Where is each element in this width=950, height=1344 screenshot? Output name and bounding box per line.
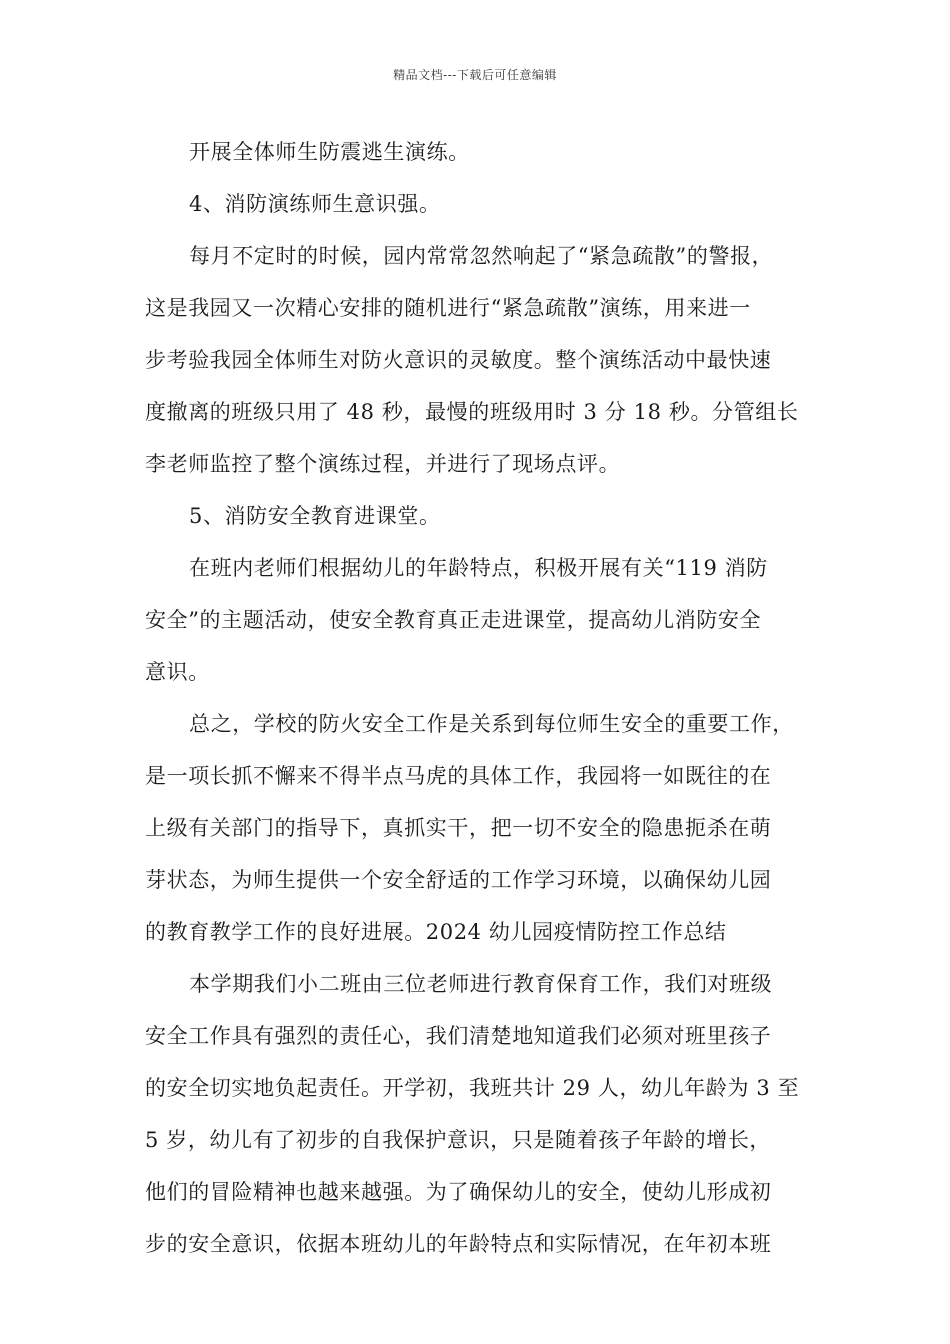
paragraph-line: 安全工作具有强烈的责任心，我们清楚地知道我们必须对班里孩子 [145, 1024, 772, 1048]
paragraph-line: 步的安全意识，依据本班幼儿的年龄特点和实际情况，在年初本班 [145, 1232, 772, 1256]
document-body [145, 134, 809, 1278]
paragraph-line: 4、消防演练师生意识强。 [189, 192, 441, 216]
paragraph-line: 5 岁，幼儿有了初步的自我保护意识，只是随着孩子年龄的增长， [145, 1128, 772, 1152]
paragraph-line: 安全”的主题活动，使安全教育真正走进课堂，提高幼儿消防安全 [145, 608, 762, 632]
paragraph-line: 度撤离的班级只用了 48 秒，最慢的班级用时 3 分 18 秒。分管组长 [145, 400, 799, 424]
paragraph-line: 每月不定时的时候，园内常常忽然响起了“紧急疏散”的警报， [189, 244, 774, 268]
paragraph-line: 的安全切实地负起责任。开学初，我班共计 29 人，幼儿年龄为 3 至 [145, 1076, 800, 1100]
paragraph-line: 是一项长抓不懈来不得半点马虎的具体工作，我园将一如既往的在 [145, 764, 772, 788]
paragraph-line: 意识。 [145, 660, 210, 684]
paragraph-line: 总之，学校的防火安全工作是关系到每位师生安全的重要工作， [189, 712, 794, 736]
paragraph-line: 5、消防安全教育进课堂。 [189, 504, 441, 528]
paragraph-line: 上级有关部门的指导下，真抓实干，把一切不安全的隐患扼杀在萌 [145, 816, 772, 840]
paragraph-line: 的教育教学工作的良好进展。2024 幼儿园疫情防控工作总结 [145, 920, 727, 944]
paragraph-line: 他们的冒险精神也越来越强。为了确保幼儿的安全，使幼儿形成初 [145, 1180, 772, 1204]
paragraph-line: 步考验我园全体师生对防火意识的灵敏度。整个演练活动中最快速 [145, 348, 772, 372]
paragraph-line: 李老师监控了整个演练过程，并进行了现场点评。 [145, 452, 621, 476]
paragraph-line: 芽状态，为师生提供一个安全舒适的工作学习环境，以确保幼儿园 [145, 868, 772, 892]
page-header: 精品文档---下载后可任意编辑 [393, 68, 557, 82]
paragraph-line: 这是我园又一次精心安排的随机进行“紧急疏散”演练，用来进一 [145, 296, 751, 320]
paragraph-line: 在班内老师们根据幼儿的年龄特点，积极开展有关“119 消防 [189, 556, 768, 580]
paragraph-line: 开展全体师生防震逃生演练。 [189, 140, 470, 164]
paragraph-line: 本学期我们小二班由三位老师进行教育保育工作，我们对班级 [189, 972, 773, 996]
